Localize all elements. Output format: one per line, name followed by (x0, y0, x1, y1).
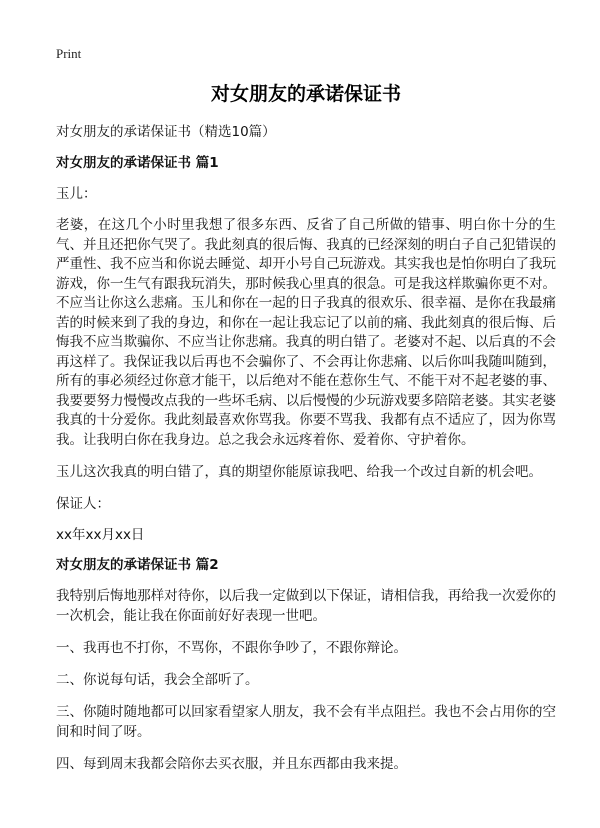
section2-paragraph: 二、你说每句话，我会全部听了。 (56, 672, 259, 688)
letter-greeting: 玉儿： (56, 186, 97, 202)
letter-body: 老婆，在这几个小时里我想了很多东西、反省了自己所做的错事、明白你十分的生气、并且还把你气哭了。我此刻真的很后悔、我真的已经深刻的明白子自己犯错误的严重性、我不应当和你说去睡觉、却开小号自己玩游戏。其实我也是怕你明白了我玩游戏，你一生气有跟我玩消失，那时候我心里真的很急。可是我这样欺骗你更不对。不应当让你这么悲痛。玉儿和你在一起的日子我真的很欢乐、很幸福、是你在我最痛苦的时候来到了我的身边，和你在一起让我忘记了以前的痛、我此刻真的很后悔、后悔我不应当欺骗你、不应当让你悲痛。我真的明白错了。老婆对不起、以后真的不会再这样了。我保证我以后再也不会骗你了、不会再让你悲痛、以后你叫我随叫随到，所有的事必须经过你意才能干，以后绝对不能在惹你生气、不能干对不起老婆的事、我要要努力慢慢改点我的一些坏毛病、以后慢慢的少玩游戏要多陪陪老婆。其实老婆我真的十分爱你。我此刻最喜欢你骂我。你要不骂我、我都有点不适应了，因为你骂我。让我明白你在我身边。总之我会永远疼着你、爱着你、守护着你。 (56, 217, 556, 448)
letter-date: xx年xx月xx日 (56, 527, 145, 543)
section2-paragraph: 三、你随时随地都可以回家看望家人朋友，我不会有半点阻拦。我也不会占用你的空间和时间了呀。 (56, 704, 556, 740)
section2-paragraph: 四、每到周末我都会陪你去买衣服，并且东西都由我来提。 (56, 756, 407, 772)
section-heading-1: 对女朋友的承诺保证书 篇1 (56, 155, 219, 171)
document-subtitle: 对女朋友的承诺保证书（精选10篇） (56, 124, 276, 140)
section-heading-2: 对女朋友的承诺保证书 篇2 (56, 557, 219, 573)
letter-closing: 玉儿这次我真的明白错了，真的期望你能原谅我吧、给我一个改过自新的机会吧。 (56, 464, 542, 480)
guarantor-label: 保证人： (56, 496, 110, 512)
section2-paragraph: 我特别后悔地那样对待你，以后我一定做到以下保证，请相信我，再给我一次爱你的一次机会，能让我在你面前好好表现一世吧。 (56, 588, 556, 624)
section2-paragraph: 一、我再也不打你，不骂你，不跟你争吵了，不跟你辩论。 (56, 640, 407, 656)
print-link[interactable]: Print (56, 46, 82, 61)
page-title: 对女朋友的承诺保证书 (210, 83, 401, 105)
